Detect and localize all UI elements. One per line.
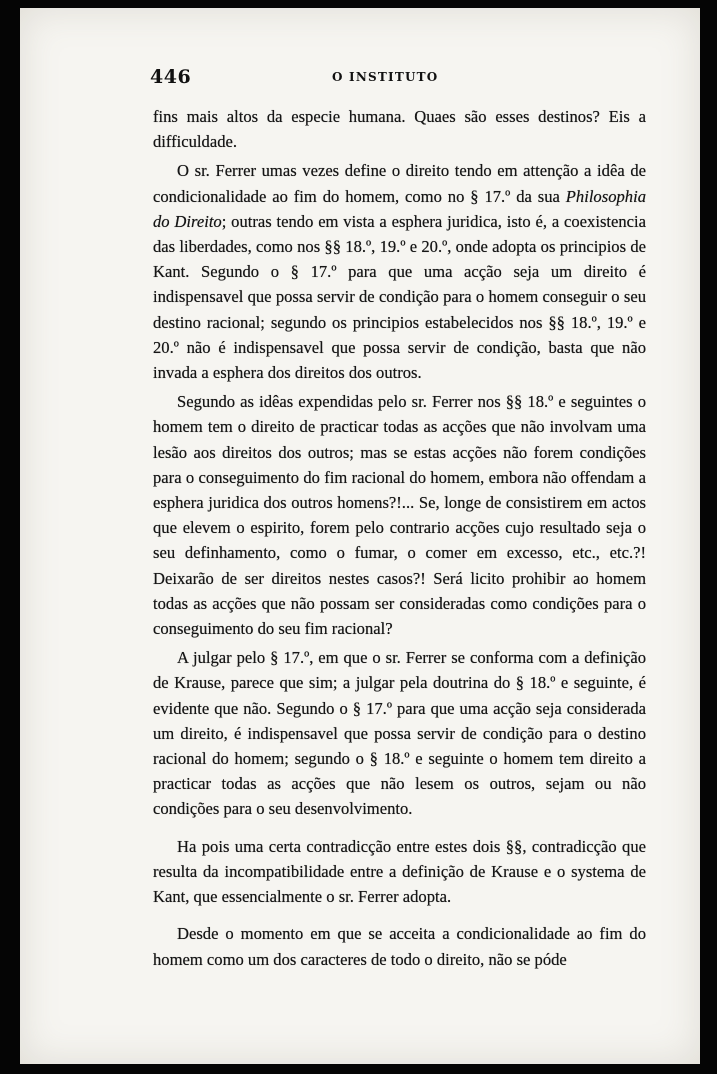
paragraph-1: fins mais altos da especie humana. Quaes são esses destinos? Eis a difficuldade. — [153, 107, 646, 152]
book-title-italic: Philosophia do Direito — [153, 186, 646, 231]
paragraph-4: A julgar pelo § 17.º, em que o sr. Ferrer se conforma com a definição de Krause, parece que sim; a julgar pela doutrina do § 18.º e seguinte, é evidente que não. Segundo o § 17.º para que uma acção seja considerada um direito, é indispensavel que possa servir de condição para o destino racional do homem; segundo o § 18.º e seguinte o homem tem direito a practicar todas as acções que não lesem os outros, sejam ou não condições para o seu desenvolvimento. — [153, 648, 646, 819]
paragraph-2: O sr. Ferrer umas vezes define o direito tendo em attenção a idêa de condicionalidade ao fim do homem, como no § 17.º da sua Philosophia do Direito; outras tendo em vista a esphera juridica, isto é, a coexistencia das liberdades, como nos §§ 18.º, 19.º e 20.º, onde adopta os principios de Kant. Segundo o § 17.º para que uma acção seja um direito é indispensavel que possa servir de condição para o homem conseguir o seu destino racional; segundo os principios estabelecidos nos §§ 18.º, 19.º e 20.º não é indispensavel que possa servir de condição, basta que não invada a esphera dos direitos dos outros. — [153, 161, 647, 383]
page-header — [150, 66, 650, 92]
running-title: O INSTITUTO — [332, 70, 439, 84]
page-number: 446 — [150, 66, 192, 88]
paragraph-6: Desde o momento em que se acceita a condicionalidade ao fim do homem como um dos caracteres de todo o direito, não se póde — [153, 924, 646, 969]
body-text — [153, 104, 646, 976]
paragraph-5: Ha pois uma certa contradicção entre estes dois §§, contradicção que resulta da incompatibilidade entre a definição de Krause e o systema de Kant, que essencialmente o sr. Ferrer adopta. — [153, 836, 646, 907]
book-page — [20, 8, 700, 1064]
paragraph-3: Segundo as idêas expendidas pelo sr. Ferrer nos §§ 18.º e seguintes o homem tem o direito de practicar todas as acções que não involvam uma lesão aos direitos dos outros; mas se estas acções não forem condições para o conseguimento do fim racional do homem, embora não offendam a esphera juridica dos outros homens?!... Se, longe de consistirem em actos que elevem o espirito, forem pelo contrario acções cujo resultado seja o seu definhamento, como o fumar, o comer em excesso, etc., etc.?! Deixarão de ser direitos nestes casos?! Será licito prohibir ao homem todas as acções que não possam ser consideradas como condições para o conseguimento do seu fim racional? — [153, 392, 646, 639]
